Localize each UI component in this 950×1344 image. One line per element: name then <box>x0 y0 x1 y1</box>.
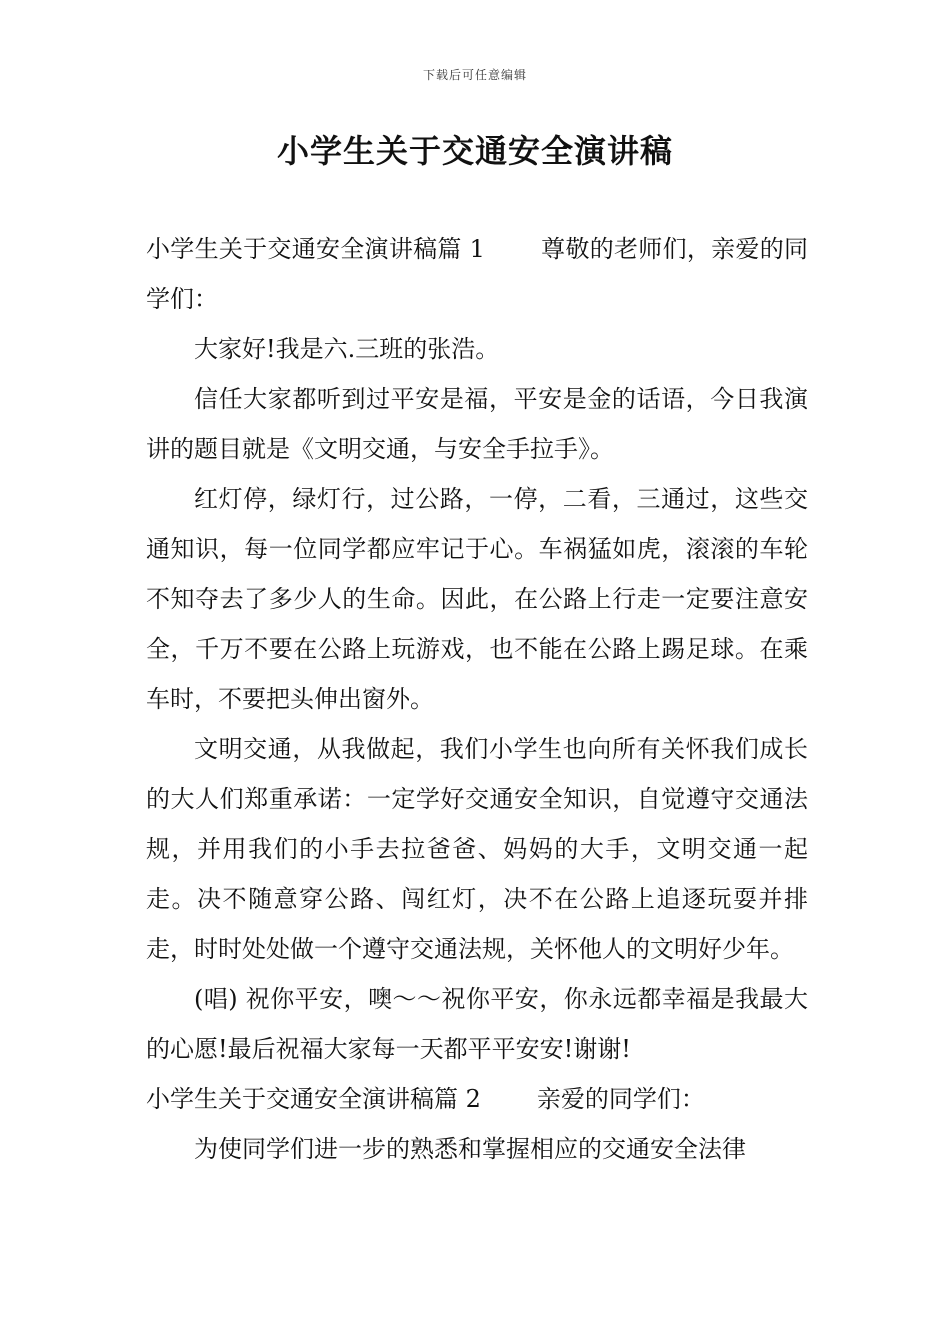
document-body <box>146 224 808 1174</box>
paragraph: (唱) 祝你平安，噢～～祝你平安，你永远都幸福是我最大的心愿!最后祝福大家每一天都平平安安!谢谢! <box>146 985 808 1063</box>
paragraph: 红灯停，绿灯行，过公路，一停，二看，三通过，这些交通知识，每一位同学都应牢记于心。车祸猛如虎，滚滚的车轮不知夺去了多少人的生命。因此，在公路上行走一定要注意安全，千万不要在公路上玩游戏，也不能在公路上踢足球。在乘车时，不要把头伸出窗外。 <box>146 485 808 713</box>
document-title: 小学生关于交通安全演讲稿 <box>276 132 673 170</box>
section-title: 小学生关于交通安全演讲稿篇 2 <box>146 1085 481 1113</box>
section-heading-2 <box>146 1074 808 1124</box>
paragraph: 文明交通，从我做起，我们小学生也向所有关怀我们成长的大人们郑重承诺：一定学好交通安全知识，自觉遵守交通法规，并用我们的小手去拉爸爸、妈妈的大手，文明交通一起走。决不随意穿公路、闯红灯，决不在公路上追逐玩耍并排走，时时处处做一个遵守交通法规，关怀他人的文明好少年。 <box>146 735 808 963</box>
paragraph: 大家好!我是六.三班的张浩。 <box>194 335 500 363</box>
paragraph: 为使同学们进一步的熟悉和掌握相应的交通安全法律 <box>194 1135 746 1163</box>
paragraph: 信任大家都听到过平安是福，平安是金的话语，今日我演讲的题目就是《文明交通，与安全手拉手》。 <box>146 385 808 463</box>
section-greeting: 尊敬的老师们，亲爱的同学们： <box>146 235 808 313</box>
section-greeting: 亲爱的同学们： <box>536 1085 705 1113</box>
header-note: 下载后可任意编辑 <box>422 68 527 82</box>
section-title: 小学生关于交通安全演讲稿篇 1 <box>146 235 485 263</box>
section-heading-1 <box>146 224 808 324</box>
